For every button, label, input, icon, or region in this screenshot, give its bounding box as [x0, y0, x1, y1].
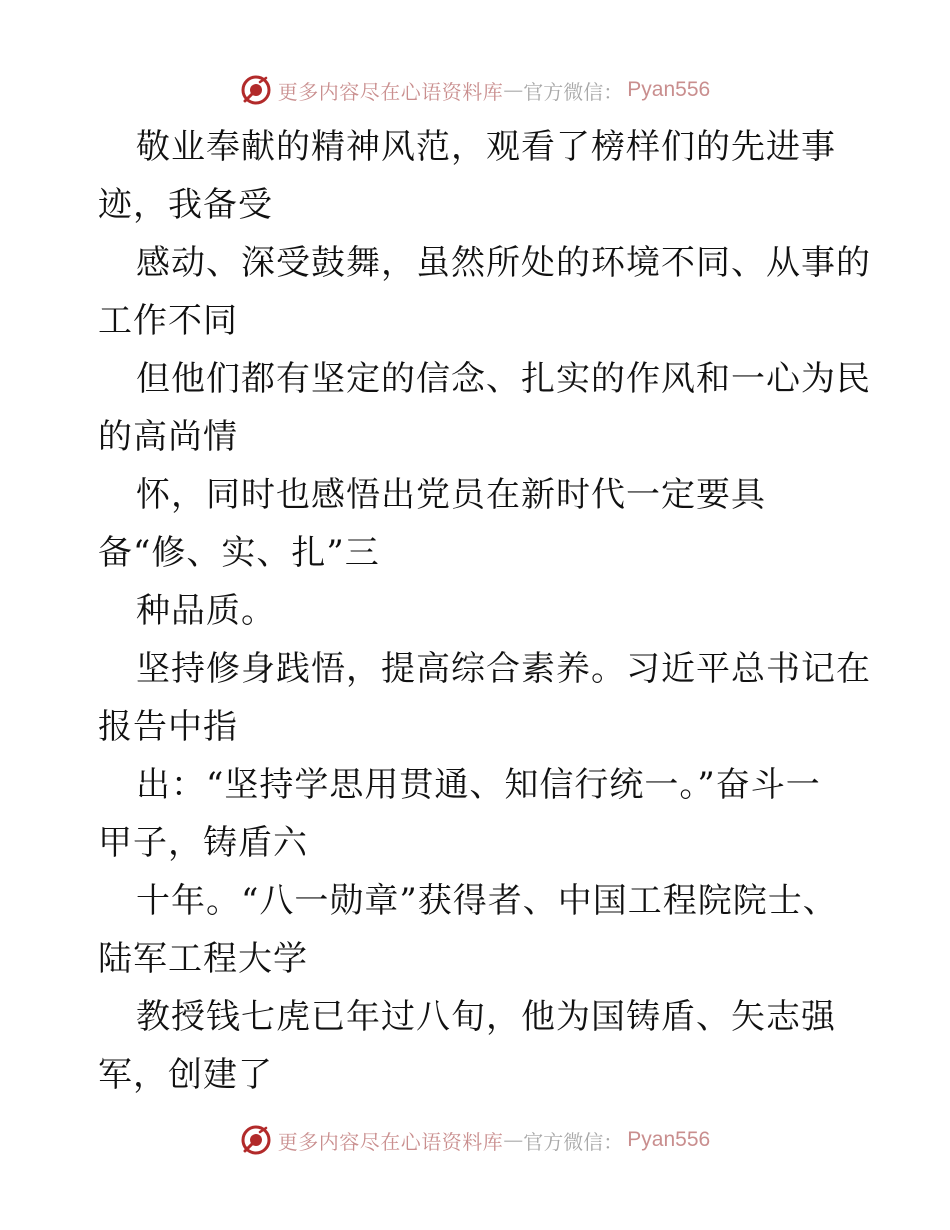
- body-line: 甲子，铸盾六: [98, 823, 308, 863]
- body-line: 但他们都有坚定的信念、扎实的作风和一心为民: [136, 359, 871, 399]
- banner-wechat-id: Pyan556: [627, 78, 711, 101]
- body-line: 工作不同: [98, 301, 238, 341]
- body-line: 种品质。: [136, 591, 276, 631]
- banner-wechat-id: Pyan556: [627, 1128, 711, 1151]
- footer-banner: [0, 1120, 950, 1160]
- body-line: 的高尚情: [98, 417, 238, 457]
- body-line: 备“修、实、扎”三: [98, 533, 380, 573]
- banner-site-text: 更多内容尽在心语资料库: [277, 1129, 504, 1154]
- body-line: 十年。“八一勋章”获得者、中国工程院院士、: [136, 881, 838, 921]
- banner-separator: —: [503, 78, 524, 102]
- body-line: 坚持修身践悟，提高综合素养。习近平总书记在: [136, 649, 871, 689]
- body-line: 出：“坚持学思用贯通、知信行统一。”奋斗一: [136, 765, 821, 805]
- header-banner: [0, 70, 950, 110]
- logo-icon: [240, 74, 272, 106]
- banner-site-text: 更多内容尽在心语资料库: [277, 79, 504, 104]
- body-line: 迹，我备受: [98, 185, 273, 225]
- body-line: 陆军工程大学: [98, 939, 308, 979]
- banner-wechat-label: 官方微信：: [523, 1129, 624, 1154]
- body-line: 报告中指: [98, 707, 238, 747]
- banner-wechat-label: 官方微信：: [523, 79, 624, 104]
- body-line: 感动、深受鼓舞，虽然所处的环境不同、从事的: [136, 243, 871, 283]
- body-line: 教授钱七虎已年过八旬，他为国铸盾、矢志强: [136, 997, 836, 1037]
- body-line: 敬业奉献的精神风范，观看了榜样们的先进事: [136, 127, 836, 167]
- body-line: 军，创建了: [98, 1055, 273, 1095]
- banner-separator: —: [503, 1128, 524, 1152]
- logo-icon: [240, 1124, 272, 1156]
- body-line: 怀，同时也感悟出党员在新时代一定要具: [136, 475, 766, 515]
